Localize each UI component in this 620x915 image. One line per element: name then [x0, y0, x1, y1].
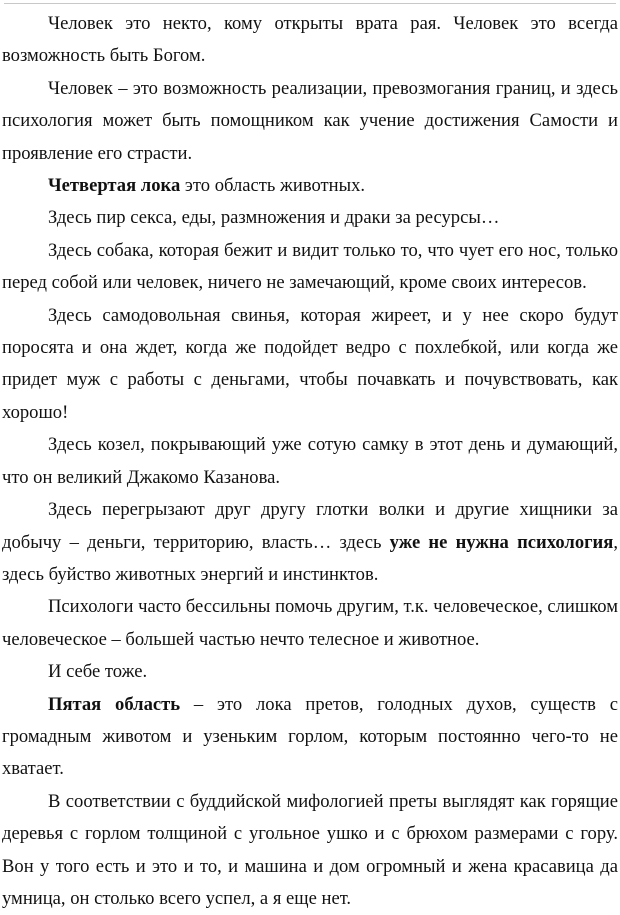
- emphasis-text: уже не нужна психология: [389, 531, 614, 553]
- paragraph: [2, 170, 618, 202]
- paragraph-text: это область животных.: [180, 175, 366, 197]
- paragraph-text: , здесь буйство животных энергий и инстинктов.: [2, 531, 618, 585]
- paragraph: Здесь козел, покрывающий уже сотую самку в этот день и думающий, что он великий Джакомо Казанова.: [2, 434, 618, 488]
- paragraph: Здесь самодовольная свинья, которая жиреет, и у нее скоро будут поросята и она ждет, когда же подойдет ведро с похлебкой, или когда же придет муж с работы с деньгами, чтобы почавкать и почувствовать, как хорошо!: [2, 304, 618, 423]
- paragraph: Человек – это возможность реализации, превозмогания границ, и здесь психология может быть помощником как учение достижения Самости и проявление его страсти.: [2, 77, 618, 164]
- section-heading: Четвертая лока: [48, 175, 181, 197]
- paragraph: [2, 689, 618, 786]
- paragraph: [2, 494, 618, 591]
- paragraph: Здесь собака, которая бежит и видит только то, что чует его нос, только перед собой или человек, ничего не замечающий, кроме своих интересов.: [2, 239, 618, 294]
- paragraph: Психологи часто бессильны помочь другим, т.к. человеческое, слишком человеческое – большей частью нечто телесное и животное.: [2, 596, 618, 650]
- top-divider: [4, 3, 616, 4]
- paragraph: Человек это некто, кому открыты врата рая. Человек это всегда возможность быть Богом.: [2, 13, 618, 67]
- paragraph: В соответствии с буддийской мифологией преты выглядят как горящие деревья с горлом толщиной с угольное ушко и с брюхом размерами с гору. Вон у того есть и это и то, и машина и дом огромный и жена красавица да умница, он столько всего успел, а я еще нет.: [2, 790, 618, 909]
- paragraph-text: – это лока претов, голодных духов, существ с громадным животом и узеньким горлом, которым постоянно чего-то не хватает.: [2, 693, 618, 780]
- section-heading: Пятая область: [48, 693, 181, 715]
- document-body: [2, 8, 618, 915]
- paragraph-text: Здесь перегрызают друг другу глотки волки и другие хищники за добычу – деньги, территорию, власть… здесь: [2, 499, 618, 553]
- paragraph: И себе тоже.: [48, 661, 148, 683]
- paragraph: Здесь пир секса, еды, размножения и драки за ресурсы…: [48, 207, 500, 229]
